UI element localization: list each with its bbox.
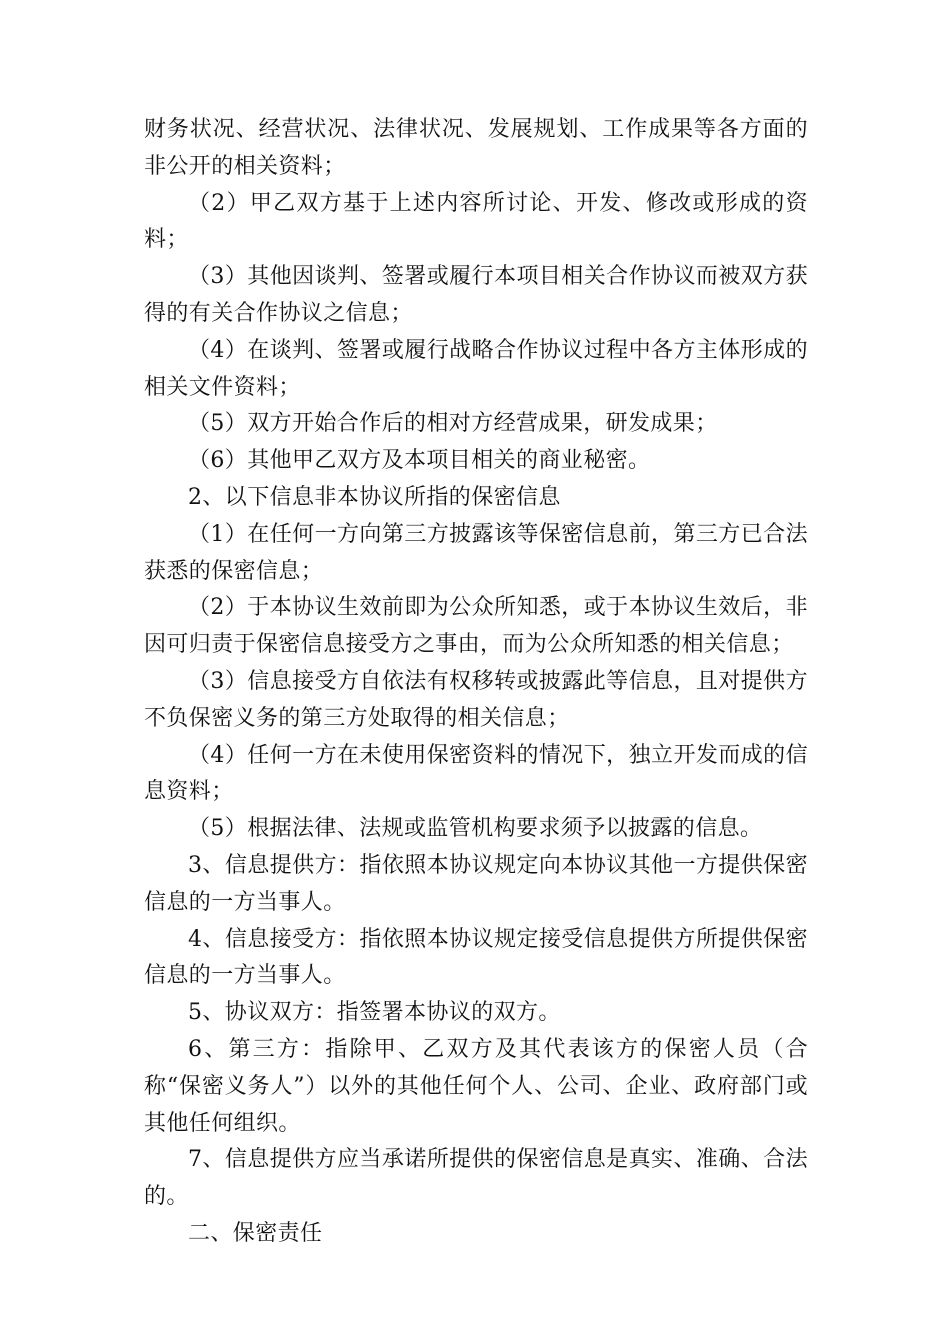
paragraph-continuation: 财务状况、经营状况、法律状况、发展规划、工作成果等各方面的非公开的相关资料； [144, 117, 808, 179]
paragraph-provider-warranty: 7、信息提供方应当承诺所提供的保密信息是真实、准确、合法的。 [144, 1147, 808, 1210]
paragraph-definition-recipient: 4、信息接受方：指依照本协议规定接受信息提供方所提供保密信息的一方当事人。 [144, 926, 808, 989]
paragraph-item-2-1: （1）在任何一方向第三方披露该等保密信息前，第三方已合法获悉的保密信息； [144, 521, 808, 584]
paragraph-item-2-4: （4）任何一方在未使用保密资料的情况下，独立开发而成的信息资料； [144, 742, 808, 805]
paragraph-item-1-2: （2）甲乙双方基于上述内容所讨论、开发、修改或形成的资料； [144, 190, 808, 253]
document-body [144, 112, 808, 1253]
paragraph-definition-provider: 3、信息提供方：指依照本协议规定向本协议其他一方提供保密信息的一方当事人。 [144, 852, 808, 915]
paragraph-definition-parties: 5、协议双方：指签署本协议的双方。 [188, 1000, 561, 1026]
paragraph-item-1-5: （5）双方开始合作后的相对方经营成果，研发成果； [188, 411, 718, 437]
section-heading-confidentiality-duty: 二、保密责任 [188, 1220, 323, 1246]
paragraph-item-1-6: （6）其他甲乙双方及本项目相关的商业秘密。 [188, 448, 651, 474]
paragraph-definition-third-party: 6、第三方：指除甲、乙双方及其代表该方的保密人员（合称“保密义务人”）以外的其他任何个人、公司、企业、政府部门或其他任何组织。 [144, 1036, 808, 1136]
paragraph-item-2-5: （5）根据法律、法规或监管机构要求须予以披露的信息。 [188, 816, 763, 842]
paragraph-item-1-3: （3）其他因谈判、签署或履行本项目相关合作协议而被双方获得的有关合作协议之信息； [144, 264, 808, 326]
paragraph-section-2-heading: 2、以下信息非本协议所指的保密信息 [188, 484, 561, 510]
paragraph-item-1-4: （4）在谈判、签署或履行战略合作协议过程中各方主体形成的相关文件资料； [144, 337, 808, 400]
paragraph-item-2-2: （2）于本协议生效前即为公众所知悉，或于本协议生效后，非因可归责于保密信息接受方之事由，而为公众所知悉的相关信息； [144, 595, 808, 658]
paragraph-item-2-3: （3）信息接受方自依法有权移转或披露此等信息，且对提供方不负保密义务的第三方处取得的相关信息； [144, 668, 808, 731]
